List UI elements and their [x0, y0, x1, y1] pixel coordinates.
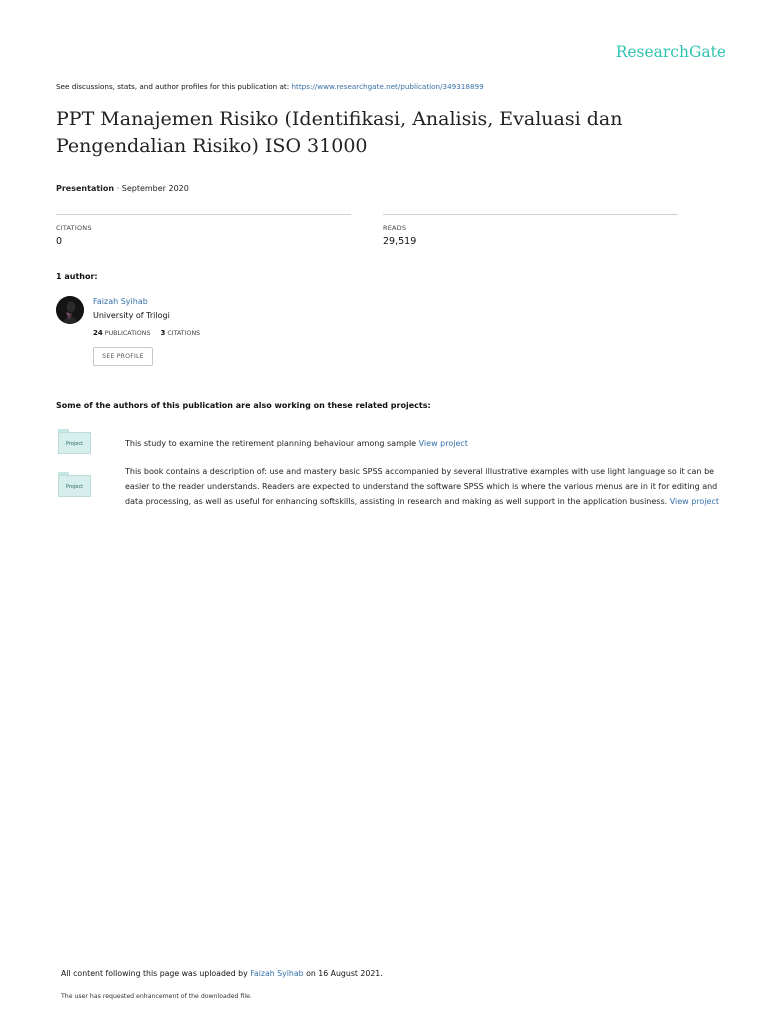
- view-project-link[interactable]: View project: [418, 439, 468, 448]
- view-project-link[interactable]: View project: [669, 497, 719, 506]
- author-institution: University of Trilogi: [93, 311, 170, 320]
- upload-notice: [61, 969, 383, 978]
- author-citations-count: 3: [160, 329, 166, 337]
- researchgate-logo[interactable]: ResearchGate: [615, 43, 726, 61]
- author-citations-label: CITATIONS: [167, 330, 201, 337]
- enhancement-note: The user has requested enhancement of the downloaded file.: [61, 993, 252, 1000]
- project-description: This book contains a description of: use and mastery basic SPSS accompanied by several illustrative examples with use light language so it can be easier to the reader understands. Readers are expected to understand the software SPSS which is where the various menus are in it for editing and data processing, as well as useful for enhancing softskills, assisting in research and making as well support in the application business.: [125, 467, 718, 506]
- reads-value: 29,519: [383, 236, 417, 247]
- project-folder-icon[interactable]: [58, 472, 91, 498]
- author-publications-count: 24: [93, 329, 103, 337]
- author-publications-label: PUBLICATIONS: [104, 330, 151, 337]
- uploader-link[interactable]: Faizah Syihab: [250, 969, 304, 978]
- project-item: [125, 436, 720, 451]
- publication-meta: [56, 184, 189, 193]
- project-icon-label: Project: [58, 432, 91, 454]
- project-description: This study to examine the retirement planning behaviour among sample: [125, 439, 419, 448]
- citations-label: CITATIONS: [56, 224, 92, 232]
- author-stats: [93, 329, 200, 337]
- discussion-line: [56, 82, 484, 91]
- upload-suffix: on 16 August 2021.: [303, 969, 383, 978]
- publication-type: Presentation: [56, 184, 115, 193]
- author-avatar[interactable]: [56, 296, 84, 324]
- authors-heading: 1 author:: [56, 272, 98, 281]
- related-projects-heading: Some of the authors of this publication are also working on these related projects:: [56, 401, 431, 410]
- publication-date: · September 2020: [114, 184, 189, 193]
- upload-prefix: All content following this page was uploaded by: [61, 969, 251, 978]
- project-item: [125, 464, 720, 509]
- discussion-text: See discussions, stats, and author profiles for this publication at:: [56, 82, 290, 91]
- author-photo-icon: [56, 296, 84, 324]
- citations-value: 0: [56, 236, 63, 247]
- author-name-link[interactable]: Faizah Syihab: [93, 297, 148, 306]
- reads-label: READS: [383, 224, 407, 232]
- project-folder-icon[interactable]: [58, 429, 91, 455]
- citations-stat: [56, 214, 351, 247]
- see-profile-button[interactable]: SEE PROFILE: [93, 347, 153, 366]
- reads-stat: [383, 214, 678, 247]
- project-icon-label: Project: [58, 475, 91, 497]
- publication-url-link[interactable]: https://www.researchgate.net/publication/349318899: [291, 82, 484, 91]
- publication-title: PPT Manajemen Risiko (Identifikasi, Analisis, Evaluasi dan Pengendalian Risiko) ISO 31000: [56, 108, 623, 157]
